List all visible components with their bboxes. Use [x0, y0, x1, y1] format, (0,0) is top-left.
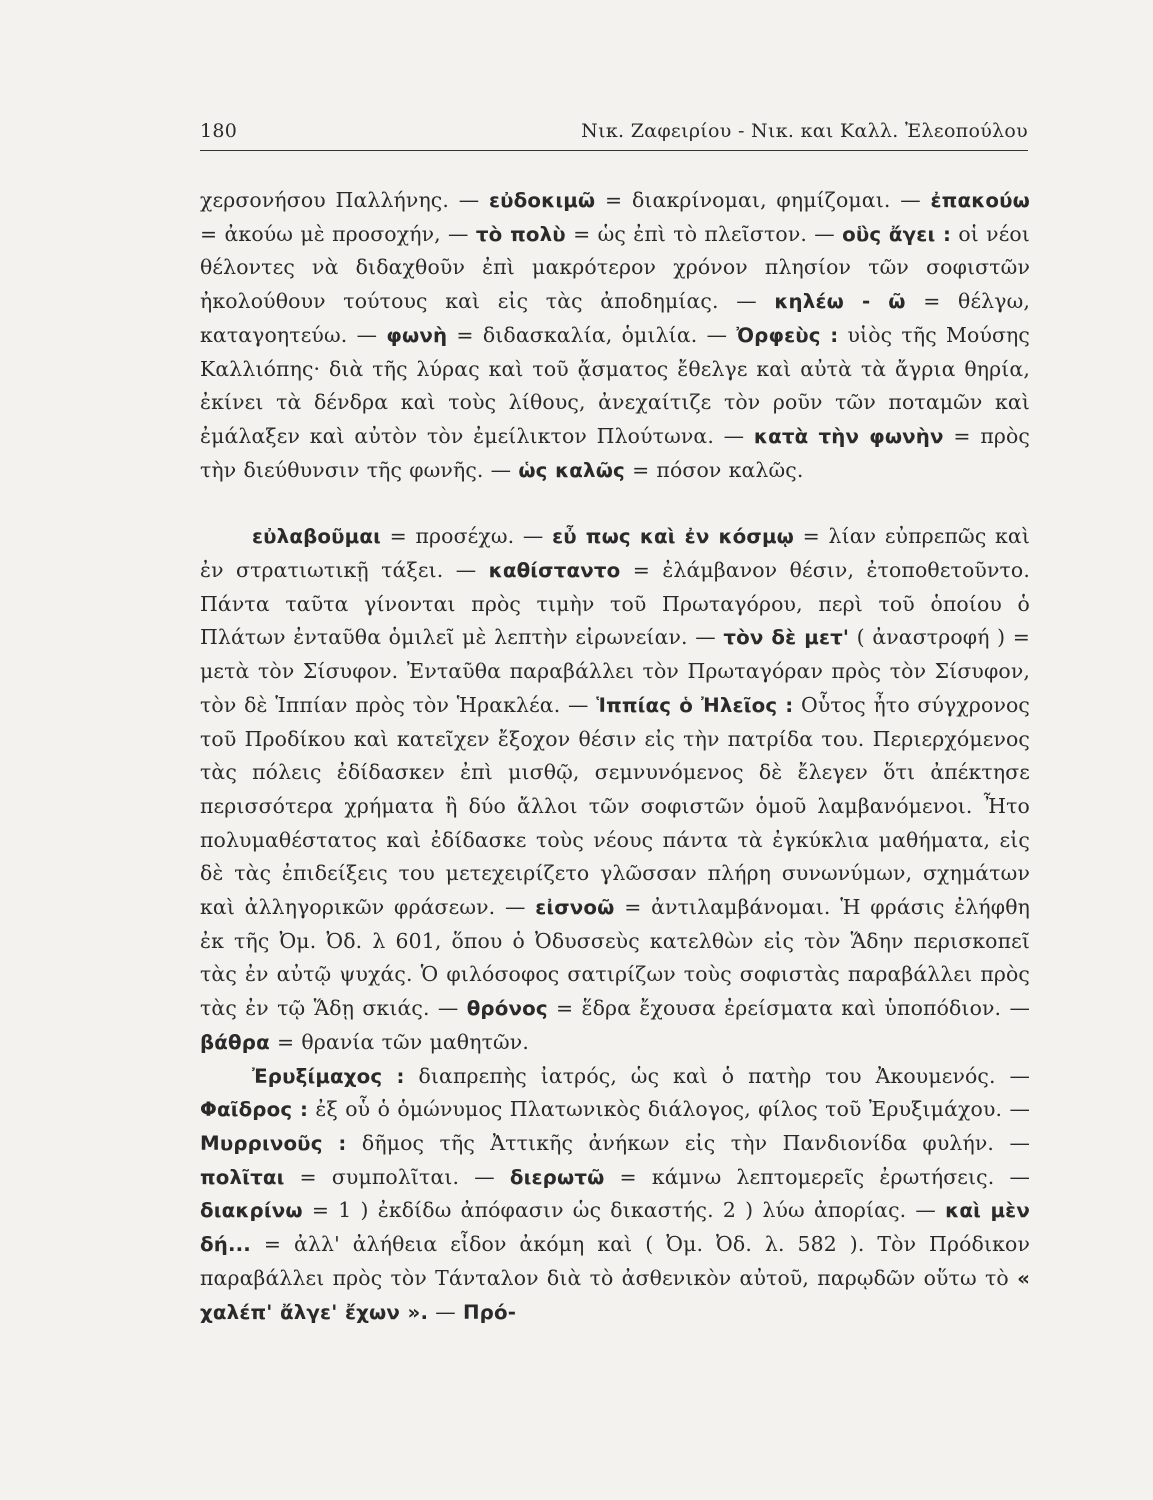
gloss-text: = πόσον καλῶς.: [624, 457, 804, 482]
lemma-term: τὸ πολὺ: [475, 222, 566, 246]
page-number: 180: [200, 120, 238, 142]
lemma-term: βάθρα: [200, 1030, 270, 1054]
lemma-term: ὡς καλῶς: [518, 458, 625, 482]
running-title: Νικ. Ζαφειρίου - Νικ. και Καλλ. Ἐλεοπούλου: [581, 120, 1028, 142]
paragraph: [200, 184, 1030, 487]
gloss-text: δῆμος τῆς Ἀττικῆς ἀνήκων εἰς τὴν Πανδιονίδα φυλήν. —: [346, 1130, 1030, 1155]
gloss-text: = ἐλάμβανον θέσιν, ἐτοποθετοῦντο. Πάντα ταῦτα γίνονται πρὸς τιμὴν τοῦ Πρωταγόρου, περὶ τοῦ ὁποίου ὁ Πλάτων ἐνταῦθα ὁμιλεῖ μὲ λεπτὴν εἰρωνείαν. —: [200, 558, 1030, 650]
lemma-term: εὖ πως καὶ ἐν κόσμῳ: [552, 525, 795, 549]
gloss-text: = κάμνω λεπτομερεῖς ἐρωτήσεις. —: [604, 1164, 1030, 1189]
gloss-text: οἱ νέοι θέλοντες νὰ διδαχθοῦν ἐπὶ μακρότερον χρόνον πλησίον τῶν σοφιστῶν ἠκολούθουν τούτους καὶ εἰς τὰς ἀποδημίας. —: [200, 221, 1031, 314]
gloss-text: = θρανία τῶν μαθητῶν.: [269, 1029, 529, 1054]
lemma-term: εὐδοκιμῶ: [489, 189, 596, 212]
gloss-text: ἐξ οὗ ὁ ὁμώνυμος Πλατωνικὸς διάλογος, φίλος τοῦ Ἐρυξιμάχου. —: [308, 1097, 1031, 1122]
lemma-term: πολῖται: [200, 1165, 285, 1189]
page-header: [200, 118, 1028, 151]
gloss-text: ( ἀναστροφή ) = μετὰ τὸν Σίσυφον. Ἐνταῦθα παραβάλλει τὸν Πρωταγόραν πρὸς τὸν Σίσυφον, τὸν δὲ Ἱππίαν πρὸς τὸν Ἡρακλέα. —: [200, 625, 1030, 717]
lemma-term: φωνὴ: [386, 323, 448, 347]
lemma-term: καθίσταντο: [488, 559, 621, 583]
gloss-text: = συμπολῖται. —: [284, 1164, 510, 1189]
gloss-text: = προσέχω. —: [380, 524, 553, 549]
paragraph: [200, 520, 1030, 1059]
lemma-term: εὐλαβοῦμαι: [252, 525, 381, 549]
lemma-term: Μυρρινοῦς :: [200, 1131, 347, 1155]
gloss-text: χερσονήσου Παλλήνης. —: [200, 188, 490, 212]
lemma-term: Ἱππίας ὁ Ἠλεῖος :: [596, 693, 794, 717]
lemma-term: Ὀρφεὺς :: [736, 323, 839, 347]
gloss-text: = ἀλλ' ἀλήθεια εἶδον ἀκόμη καὶ ( Ὀμ. Ὀδ. λ. 582 ). Τὸν Πρόδικον παραβάλλει πρὸς τὸν Τάνταλον διὰ τὸ ἀσθενικὸν αὐτοῦ, παρῳδῶν οὕτω τὸ: [200, 1232, 1030, 1290]
gloss-text: = ἕδρα ἔχουσα ἐρείσματα καὶ ὑποπόδιον. —: [547, 996, 1030, 1021]
gloss-text: = ἀντιλαμβάνομαι. Ἡ φράσις ἐλήφθη ἐκ τῆς Ὀμ. Ὀδ. λ 601, ὅπου ὁ Ὀδυσσεὺς κατελθὼν εἰς τὸν Ἅδην περισκοπεῖ τὰς ἐν αὐτῷ ψυχάς. Ὁ φιλόσοφος σατιρίζων τοὺς σοφιστὰς παραβάλλει πρὸς τὰς ἐν τῷ Ἅδῃ σκιάς. —: [200, 895, 1030, 1021]
lemma-term: οὓς ἄγει :: [842, 222, 952, 246]
body-text: [200, 184, 1030, 1329]
lemma-term: διερωτῶ: [509, 1165, 605, 1189]
lemma-term: Φαῖδρος :: [200, 1098, 309, 1122]
lemma-term: τὸν δὲ μετ': [723, 626, 850, 650]
gloss-text: υἱὸς τῆς Μούσης Καλλιόπης· διὰ τῆς λύρας καὶ τοῦ ᾄσματος ἔθελγε καὶ αὐτὰ τὰ ἄγρια θηρία, ἐκίνει τὰ δένδρα καὶ τοὺς λίθους, ἀνεχαίτιζε τὸν ροῦν τῶν ποταμῶν καὶ ἐμάλαξεν καὶ αὐτὸν τὸν ἐμείλικτον Πλούτωνα. —: [200, 322, 1030, 448]
lemma-term: Πρό-: [462, 1300, 517, 1324]
lemma-term: κατὰ τὴν φωνὴν: [753, 424, 944, 448]
gloss-text: = ἀκούω μὲ προσοχήν, —: [200, 221, 476, 246]
lemma-term: ἐπακούω: [930, 189, 1030, 212]
gloss-text: = 1 ) ἐκδίδω ἀπόφασιν ὡς δικαστής. 2 ) λύω ἀπορίας. —: [302, 1198, 946, 1223]
gloss-text: = λίαν εὐπρεπῶς καὶ ἐν στρατιωτικῇ τάξει. —: [200, 524, 1030, 583]
gloss-text: = ὡς ἐπὶ τὸ πλεῖστον. —: [565, 221, 843, 246]
gloss-text: διαπρεπὴς ἰατρός, ὡς καὶ ὁ πατὴρ του Ἀκουμενός. —: [404, 1063, 1031, 1088]
gloss-text: —: [428, 1299, 463, 1324]
gloss-text: = πρὸς τὴν διεύθυνσιν τῆς φωνῆς. —: [200, 423, 1031, 482]
gloss-text: = διδασκαλία, ὁμιλία. —: [447, 322, 737, 347]
gloss-text: Οὗτος ἦτο σύγχρονος τοῦ Προδίκου καὶ κατεῖχεν ἔξοχον θέσιν εἰς τὴν πατρίδα του. Περιερχόμενος τὰς πόλεις ἐδίδασκεν ἐπὶ μισθῷ, σεμνυνόμενος δὲ ἔλεγεν ὅτι ἀπέκτησε περισσότερα χρήματα ἢ δύο ἄλλοι τῶν σοφιστῶν ὁμοῦ λαμβανόμενοι. Ἦτο πολυμαθέστατος καὶ ἐδίδασκε τοὺς νέους πάντα τὰ ἐγκύκλια μαθήματα, εἰς δὲ τὰς ἐπιδείξεις του μετεχειρίζετο γλῶσσαν πλήρη συνωνύμων, σχημάτων καὶ ἀλληγορικῶν φράσεων. —: [200, 692, 1030, 920]
lemma-term: θρόνος: [466, 997, 548, 1021]
lemma-term: διακρίνω: [200, 1199, 303, 1223]
gloss-text: = διακρίνομαι, φημίζομαι. —: [595, 188, 931, 212]
lemma-term: κηλέω - ῶ: [774, 290, 906, 314]
lemma-term: εἰσνοῶ: [535, 896, 615, 920]
gloss-text: = θέλγω, καταγοητεύω. —: [200, 289, 1030, 347]
lemma-term: καὶ μὲν δή...: [200, 1199, 1030, 1257]
lemma-term: « χαλέπ' ἄλγε' ἔχων ».: [200, 1266, 1030, 1324]
lemma-term: Ἐρυξίμαχος :: [252, 1064, 405, 1088]
paragraph: [200, 1060, 1030, 1330]
